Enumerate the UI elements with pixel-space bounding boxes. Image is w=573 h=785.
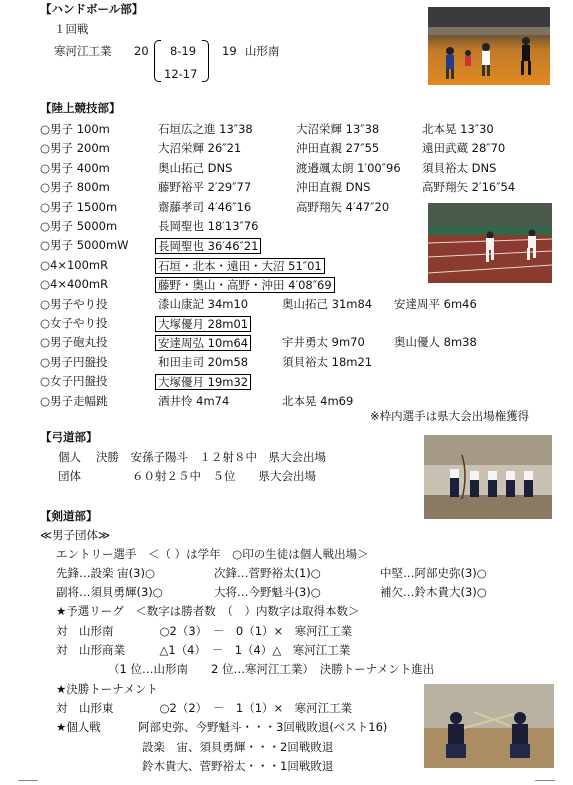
- track-result: 奥山拓己 31m84: [282, 296, 373, 311]
- kendo-individual-row: 鈴木貴大、菅野裕太・・・1回戦敗退: [142, 759, 334, 773]
- kendo-tournament-title: ★決勝トーナメント: [56, 682, 158, 696]
- kendo-team-title: ≪男子団体≫: [40, 528, 111, 542]
- track-photo-art: [428, 203, 552, 283]
- track-result: 大塚優月 28m01: [155, 316, 251, 332]
- track-result: 沖田直親 27″55: [296, 141, 380, 156]
- archery-photo: [424, 435, 552, 519]
- track-note: ※枠内選手は県大会出場権獲得: [370, 409, 530, 423]
- page-corner-mark-right: [535, 780, 555, 781]
- track-result: 渡邉颯太朗 1′00″96: [296, 160, 401, 175]
- kendo-tournament-row: 対 山形東 ○2（2） － 1（1）× 寒河江工業: [56, 701, 353, 715]
- kendo-league-row: 対 山形南 ○2（3） － 0（1）× 寒河江工業: [56, 624, 353, 638]
- track-result: 奥山拓己 DNS: [158, 160, 233, 175]
- track-result: 齋藤孝司 4′46″16: [158, 199, 252, 214]
- track-result: 北本晃 13″30: [422, 122, 494, 136]
- track-result: 大塚優月 19m32: [155, 374, 251, 390]
- track-heading: 【陸上競技部】: [40, 101, 121, 115]
- track-event: ○男子 1500m: [40, 199, 118, 214]
- track-result: 須貝裕太 18m21: [282, 354, 373, 369]
- kendo-member: 先鋒…設楽 宙(3)○: [56, 566, 155, 580]
- archery-individual-label: 個人: [58, 450, 81, 464]
- archery-team-label: 団体: [58, 469, 81, 483]
- kendo-member: 大将…今野魁斗(3)○: [214, 585, 321, 599]
- track-event: ○男子 100m: [40, 122, 110, 136]
- track-result: 漆山康記 34m10: [158, 296, 249, 311]
- kendo-member: 副将…須貝勇輝(3)○: [56, 585, 163, 599]
- track-result: 酒井怜 4m74: [158, 393, 230, 408]
- handball-round: １回戦: [54, 22, 89, 36]
- handball-score2: 19: [222, 44, 237, 58]
- archery-team-text: ６０射２５中 ５位 県大会出場: [132, 469, 316, 483]
- track-result: 宇井勇太 9m70: [282, 335, 365, 350]
- kendo-individual-row: 阿部史弥、今野魁斗・・・3回戦敗退(ベスト16): [138, 720, 388, 734]
- kendo-member: 次鋒…菅野裕太(1)○: [214, 566, 321, 580]
- track-event: ○4×400mR: [40, 277, 109, 292]
- track-result: 安達周平 6m46: [394, 296, 477, 311]
- track-result: 須貝裕太 DNS: [422, 160, 497, 175]
- handball-team1: 寒河江工業: [54, 44, 112, 58]
- page-corner-mark-left: [18, 780, 38, 781]
- archery-individual-text: 決勝 安孫子陽斗 １２射８中 県大会出場: [96, 450, 326, 464]
- track-event: ○男子やり投: [40, 296, 108, 311]
- handball-team2: 山形南: [245, 44, 280, 58]
- track-event: ○男子 5000mW: [40, 238, 129, 253]
- track-result: 長岡聖也 36′46″21: [155, 238, 261, 254]
- handball-photo-art: [428, 7, 550, 85]
- track-event: ○男子走幅跳: [40, 393, 108, 408]
- kendo-photo-art: [424, 684, 554, 768]
- track-event: ○男子 800m: [40, 180, 110, 195]
- kendo-member: 補欠…鈴木貴大(3)○: [380, 585, 487, 599]
- track-photo: [428, 203, 552, 283]
- kendo-heading: 【剣道部】: [40, 509, 98, 523]
- score-bracket-left: [154, 40, 161, 82]
- kendo-photo: [424, 684, 554, 768]
- track-event: ○女子円盤投: [40, 374, 108, 389]
- track-result: 高野翔矢 2′16″54: [422, 180, 516, 195]
- handball-half1: 8-19: [170, 44, 197, 58]
- kendo-member: 中堅…阿部史弥(3)○: [380, 566, 487, 580]
- kendo-individual-title: ★個人戦: [56, 720, 101, 734]
- handball-heading: 【ハンドボール部】: [40, 2, 144, 16]
- track-result: 石垣・北本・遠田・大沼 51″01: [155, 258, 325, 274]
- kendo-individual-row: 設楽 宙、須貝勇輝・・・2回戦敗退: [142, 740, 334, 754]
- track-event: ○女子やり投: [40, 316, 108, 330]
- score-bracket-right: [202, 40, 209, 82]
- track-result: 石垣広之進 13″38: [158, 122, 253, 136]
- track-event: ○男子円盤投: [40, 354, 108, 369]
- track-result: 大沼栄輝 13″38: [296, 122, 380, 136]
- track-result: 奥山優人 8m38: [394, 335, 477, 350]
- kendo-league-row: 対 山形商業 △1（4） － 1（4）△ 寒河江工業: [56, 643, 351, 657]
- kendo-league-result: （1 位…山形南 2 位…寒河江工業） 決勝トーナメント進出: [108, 662, 435, 676]
- track-result: 遠田武蔵 28″70: [422, 141, 506, 156]
- track-result: 長岡聖也 18′13″76: [158, 219, 259, 233]
- track-result: 沖田直親 DNS: [296, 180, 371, 195]
- archery-heading: 【弓道部】: [40, 430, 98, 444]
- track-result: 北本晃 4m69: [282, 393, 354, 408]
- kendo-league-title: ★予選リーグ ＜数字は勝者数 （ ）内数字は取得本数＞: [56, 604, 360, 618]
- handball-photo: [428, 7, 550, 85]
- track-event: ○男子砲丸投: [40, 335, 108, 350]
- handball-half2: 12-17: [164, 67, 198, 81]
- track-event: ○男子 5000m: [40, 219, 118, 233]
- track-event: ○4×100mR: [40, 257, 109, 272]
- track-result: 安達周弘 10m64: [155, 335, 251, 351]
- track-result: 藤野裕平 2′29″77: [158, 180, 252, 195]
- track-result: 高野翔矢 4′47″20: [296, 199, 390, 214]
- track-result: 和田圭司 20m58: [158, 354, 249, 369]
- track-event: ○男子 200m: [40, 141, 110, 156]
- track-event: ○男子 400m: [40, 160, 110, 175]
- archery-photo-art: [424, 435, 552, 519]
- kendo-entry: エントリー選手 ＜（ ）は学年 ○印の生徒は個人戦出場＞: [56, 547, 369, 561]
- track-result: 藤野・奥山・高野・沖田 4′08″69: [155, 277, 335, 293]
- handball-score1: 20: [134, 44, 149, 58]
- track-result: 大沼栄輝 26″21: [158, 141, 242, 156]
